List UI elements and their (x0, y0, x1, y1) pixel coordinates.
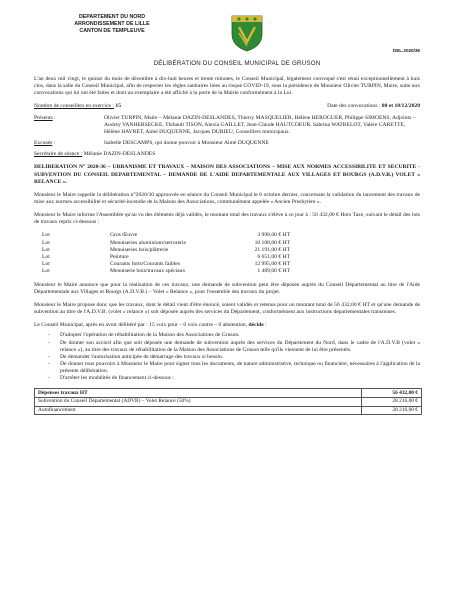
department-line: DEPARTEMENT DU NORD (78, 14, 146, 20)
lot-row: Lot Peinture 6 651,00 € HT (42, 254, 290, 260)
presents-label: Présents : (34, 114, 56, 121)
canton-line: CANTON DE TEMPLEUVE (79, 28, 145, 35)
lots-table (42, 232, 420, 275)
decisions-list (48, 332, 420, 382)
decision-item: - De demander l'autorisation anticipée de démarrage des travaux si besoin. (48, 354, 420, 361)
vote-paragraph: Le Conseil Municipal, après en avoir délibéré par : 15 voix pour – 0 voix contre – 0 abstention, décide : (34, 322, 267, 329)
proposal-paragraph: Monsieur le Maire propose donc que les travaux, dont le détail vient d'être énoncé, soient validés et retenus pour un montant total de 56 432,00 € HT et qu'une demande de subvention au titre de l'A.D.V.B. (volet « relance ») soit déposée auprès des services du Département, conformément aux instructions départementales transmises. (34, 301, 420, 316)
arrondissement-line: ARRONDISSEMENT DE LILLE (74, 21, 150, 28)
financing-row-subsidy (35, 398, 422, 407)
decision-item: - De donner tous pouvoirs à Monsieur le Maire pour signer tous les documents, de nature administrative, technique ou financière, nécessaires à l'application de la présente délibération. (48, 361, 420, 375)
department-block (62, 14, 162, 35)
financing-amount: 28 216,00 € (362, 398, 422, 407)
deliberation-title: DELIBERATION N° 2020-36 – URBANISME ET TRAVAUX – MAISON DES ASSOCIATIONS – MISE AUX NORMES ACCESSIBILITE ET SECURITE - SUBVENTION DU CONSEIL DEPARTEMENTAL – DEMANDE DE L'AIDE DEPARTEMENTALE AUX VILLAGES ET BOURGS (A.D.V.B.) VOLET « RELANCE ». (34, 164, 420, 185)
convocation-date (327, 103, 420, 110)
decision-item: - D'arrêter les modalités de financement ci-dessous : (48, 375, 420, 382)
lot-row: Lot Gros Œuvre 3 998,00 € HT (42, 232, 290, 239)
lot-row: Lot Menuiseries bois/plâtrerie 21 191,00 € HT (42, 246, 290, 253)
document-header (34, 14, 420, 56)
lot-row: Lot Menuiserie bois/travaux spéciaux 1 489,00 € HT (42, 268, 290, 275)
page-title: DÉLIBÉRATION DU CONSEIL MUNICIPAL DE GRUSON (153, 60, 321, 67)
intro-paragraph: L'an deux mil vingt, le quinze du mois de décembre à dix-huit heures et trente minutes, le Conseil Municipal, légalement convoqué s'est réuni exceptionnellement à huis clos, dans la salle du Conseil Municipal, afin de respecter les règles sanitaires liées au risque COVID-19, sous la présidence de Monsieur Olivier TURPIN, Maire, suite aux convocations qui lui ont été faites et dont un exemplaire a été affiché à la porte de la Mairie conformément à la Loi. (34, 75, 420, 97)
financing-table (34, 388, 422, 415)
financing-row-self (35, 406, 422, 415)
members-count (34, 103, 121, 110)
secretary-label: Secrétaire de séance : (34, 151, 83, 158)
presents-list: Olivier TURPIN, Maire – Mélanie DAZIN-DESLANDES, Thierry MASQUELIER, Hélène HEROGUER, Philippe SIMOENS, Adjoints – Audrey VANHERSECKE, Thibault TISON, Alexia GAILLET, Jean-Claude HAUTCOEUR, Sabrina WATRELOT, Valère CARETTE, Hélène HAVRET, Aimé DUQUENNE, Jacques DURIEU, Conseillers municipaux. (104, 114, 416, 135)
excuses-text: Isabelle DESCAMPS, qui donne pouvoir à Monsieur Aimé DUQUENNE (104, 140, 269, 147)
vote-decide: décide (248, 322, 264, 329)
presents-row (34, 115, 420, 136)
secretary-name: Mélanie DAZIN-DESLANDES (83, 151, 156, 158)
vote-text: Le Conseil Municipal, après en avoir délibéré par : 15 voix pour – 0 voix contre – 0 abstention, (34, 322, 248, 329)
excuses-label: Excusés : (34, 140, 56, 147)
financing-label: Autofinancement (35, 406, 362, 415)
amount-paragraph: Monsieur le Maire informe l'Assemblée qu'au vu des éléments déjà validés, le montant total des travaux s'élève à ce jour à : 56 432,00 € Hors Taxe, suivant le détail des lots de travaux repris ci-dessous : (34, 212, 420, 226)
municipal-crest-logo (230, 14, 264, 52)
financing-row-expenses (35, 389, 422, 398)
date-label: Date des convocations : (327, 103, 381, 110)
financing-label: Dépenses travaux HT (35, 389, 362, 398)
subsidy-paragraph: Monsieur le Maire annonce que pour la réalisation de ces travaux, une demande de subvention peut être déposée auprès du Conseil Départemental au titre de l'Aide Départementale aux Villages et Bourgs (A.D.V.B.) – Volet « Relance », pour l'ensemble des travaux du projet. (34, 281, 420, 295)
lot-row: Lot Menuiseries aluminium/serrurerie 10 108,00 € HT (42, 239, 290, 246)
decision-item: - De donner son accord afin que soit déposée une demande de subvention auprès des services du Département du Nord, dans le cadre de l'A.D.V.B (volet « relance »), au titre des travaux de réhabilitation de la Maison des Associations de Gruson telle qu'ils viennent de lui être présentés. (48, 340, 420, 354)
counts-row (34, 103, 420, 110)
lot-row: Lot Courants forts/Courants faibles 12 995,00 € HT (42, 261, 290, 268)
secretary-row (34, 151, 420, 158)
date-value: 08 et 10/12/2020 (381, 103, 420, 110)
members-value: 15 (115, 103, 121, 110)
recall-paragraph: Monsieur le Maire rappelle la délibération n°2020/30 approuvée en séance du Conseil Municipal le 6 octobre dernier, concernant la validation du lancement des travaux de mise aux normes accessibilité et sécurité-incendie de la Maison des Associations, communément appelée « Ancien Presbytère ». (34, 191, 420, 205)
deliberation-reference: DEL.2020/36 (392, 48, 420, 53)
members-label: Nombre de conseillers en exercice : (34, 103, 114, 110)
financing-label: Subvention du Conseil Départemental (ADVB) – Volet Relance (50%) (35, 398, 362, 407)
excuses-row (34, 140, 420, 147)
financing-amount: 28 216,00 € (362, 406, 422, 415)
decision-item: - D'adopter l'opération de réhabilitation de la Maison des Associations de Gruson. (48, 332, 420, 339)
financing-amount: 56 432,00 € (362, 389, 422, 398)
